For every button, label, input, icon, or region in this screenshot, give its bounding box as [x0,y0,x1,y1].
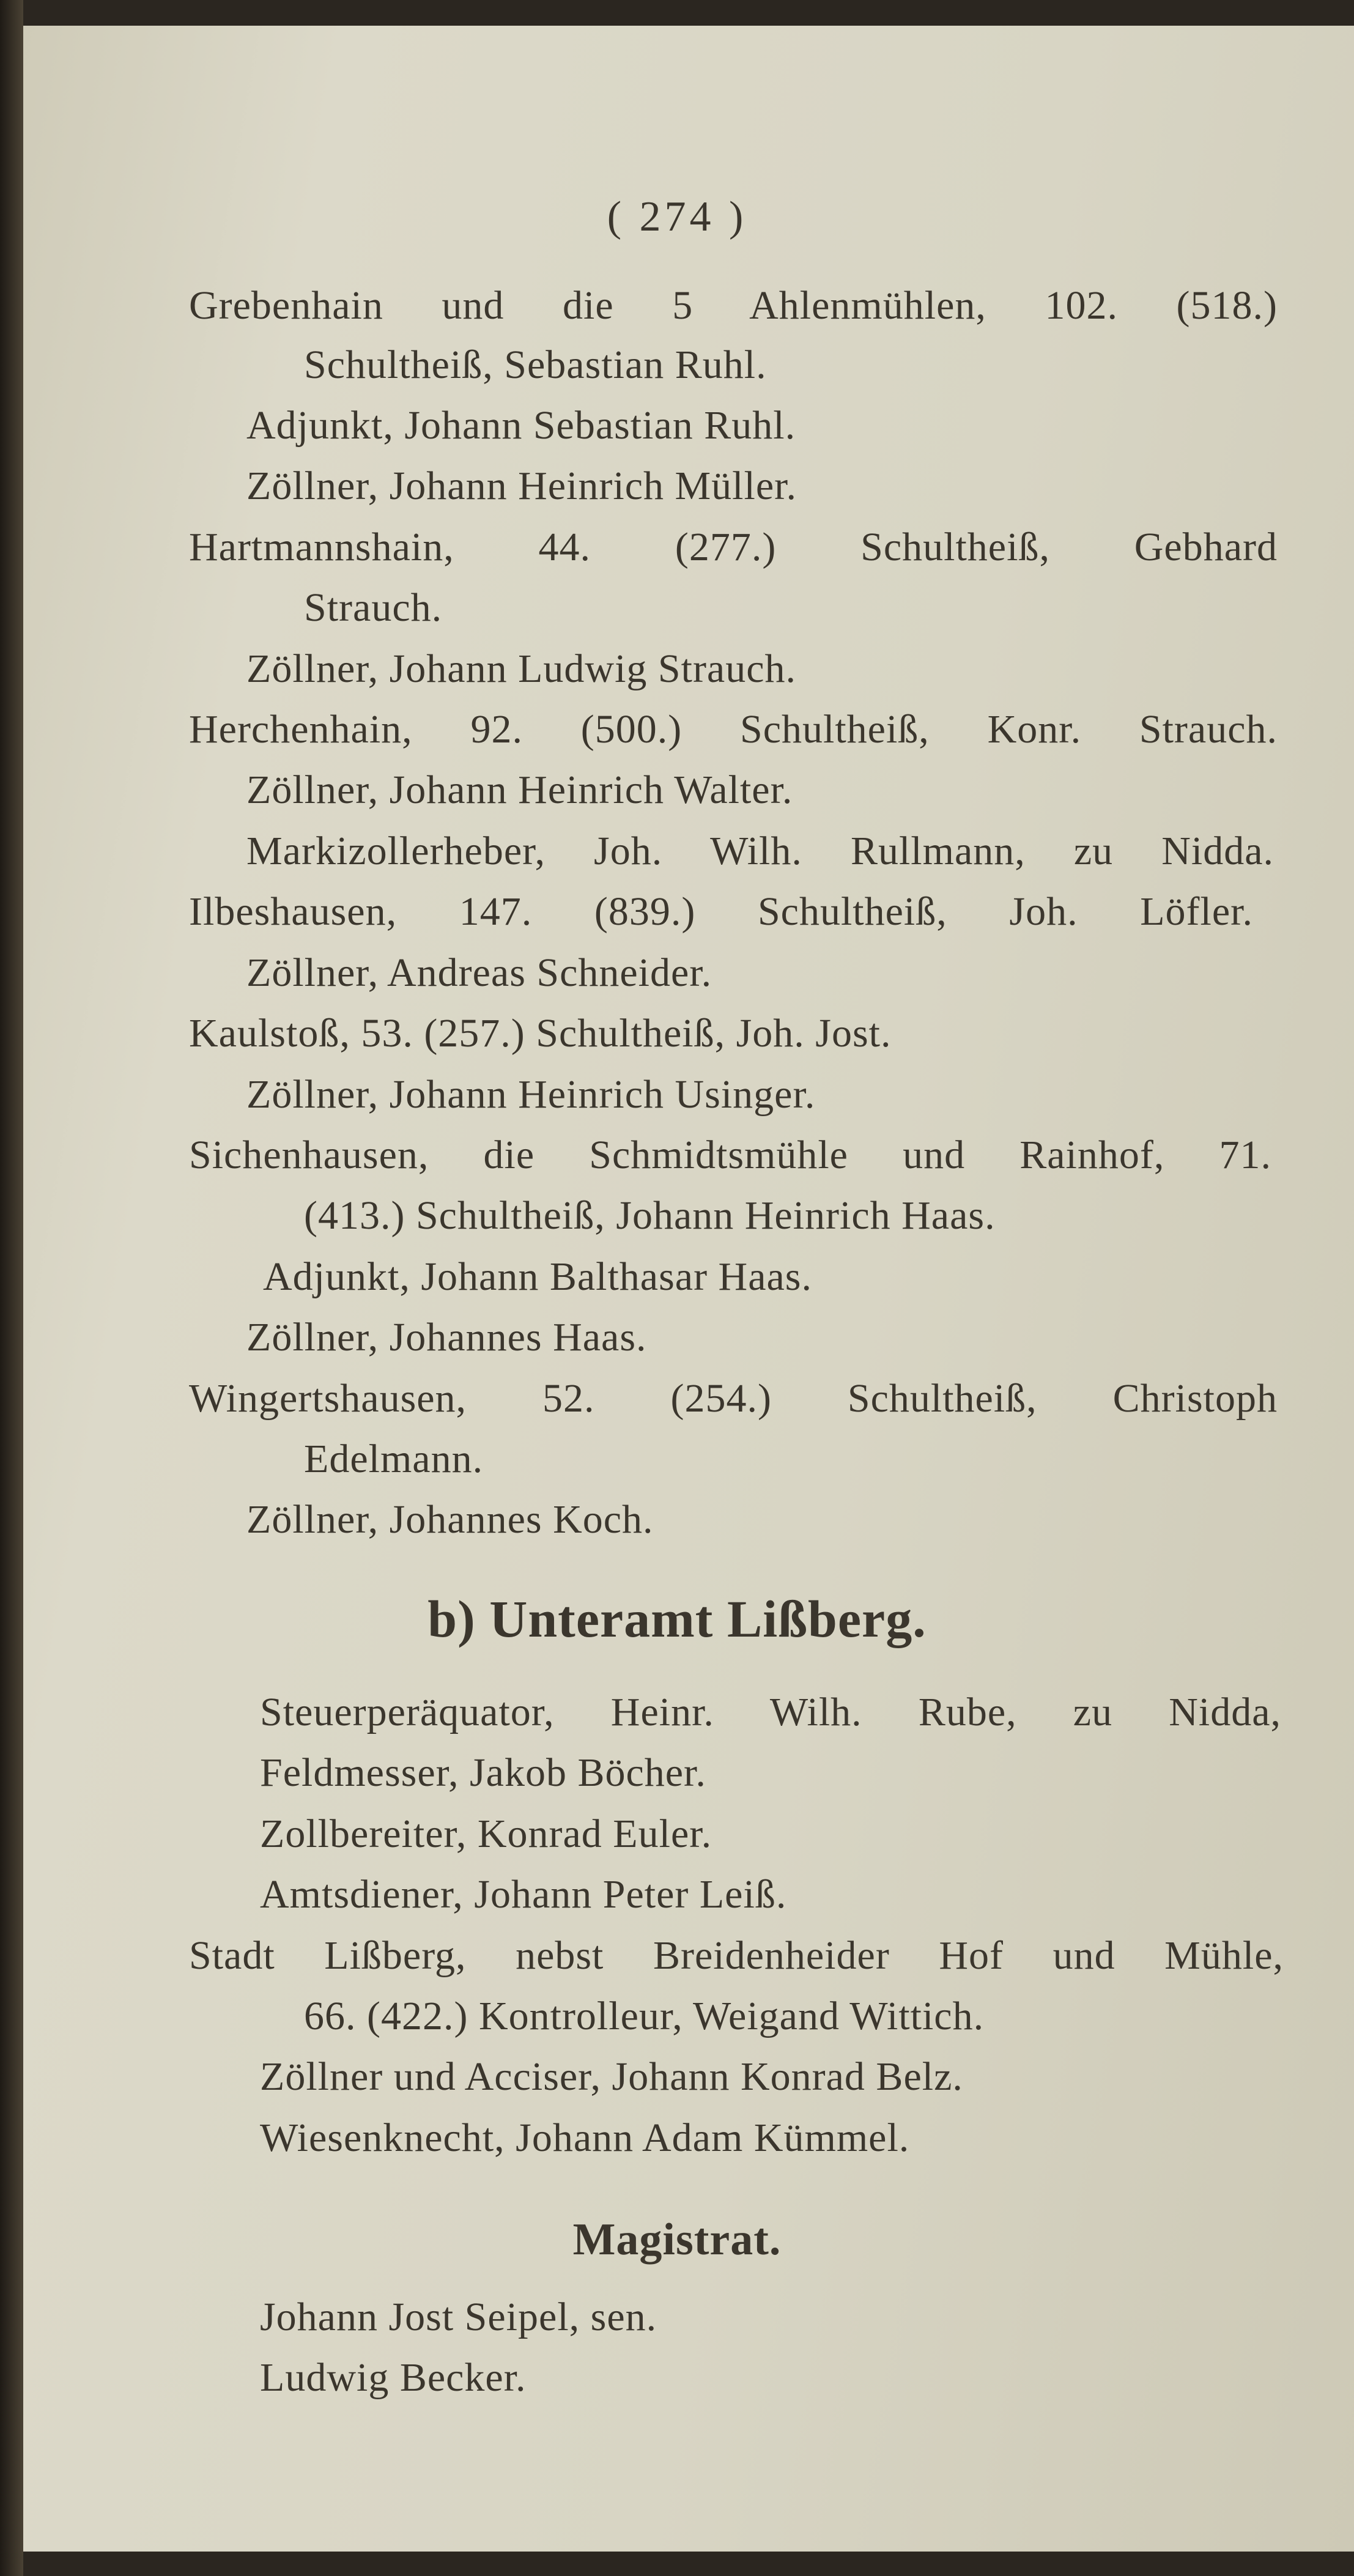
entry-line: Edelmann. [304,1437,484,1481]
entry-line: Adjunkt, Johann Balthasar Haas. [263,1254,812,1299]
entry-line: Kaulstoß, 53. (257.) Schultheiß, Joh. Jost. [189,1011,892,1056]
entry-line: Schultheiß, Sebastian Ruhl. [304,342,767,387]
entry-line: Zöllner, Johann Ludwig Strauch. [246,646,797,691]
book-spine-edge [0,0,23,2576]
entry-line: Adjunkt, Johann Sebastian Ruhl. [246,403,796,448]
entry-line: Wingertshausen, 52. (254.) Schultheiß, Christoph [189,1376,1278,1421]
entry-line: Zöllner, Johannes Koch. [246,1497,654,1542]
page-number: ( 274 ) [607,193,747,240]
entry-line: Zöllner, Johann Heinrich Usinger. [246,1072,816,1117]
section-entry-line: 66. (422.) Kontrolleur, Weigand Wittich. [304,1994,985,2038]
section-entry-line: Amtsdiener, Johann Peter Leiß. [260,1872,787,1917]
entry-line: Zöllner, Johannes Haas. [246,1315,647,1360]
subsection-entry-line: Ludwig Becker. [260,2355,527,2400]
entry-line: Strauch. [304,585,443,630]
entry-line: Sichenhausen, die Schmidtsmühle und Rainhof, 71. [189,1133,1271,1177]
entry-line: Hartmannshain, 44. (277.) Schultheiß, Gebhard [189,525,1278,569]
section-entry-line: Feldmesser, Jakob Böcher. [260,1750,706,1795]
entry-line: Ilbeshausen, 147. (839.) Schultheiß, Joh. Löfler. [189,889,1253,934]
section-entry-line: Wiesenknecht, Johann Adam Kümmel. [260,2115,910,2160]
entry-line: Zöllner, Johann Heinrich Walter. [246,768,793,812]
section-heading: b) Unteramt Lißberg. [427,1590,927,1648]
subsection-heading: Magistrat. [572,2215,782,2265]
entry-line: Grebenhain und die 5 Ahlenmühlen, 102. (518.) [189,283,1278,328]
entry-line: Zöllner, Johann Heinrich Müller. [246,464,797,508]
entry-line: Herchenhain, 92. (500.) Schultheiß, Konr. Strauch. [189,707,1278,752]
entry-line: (413.) Schultheiß, Johann Heinrich Haas. [304,1193,996,1238]
entry-line: Markizollerheber, Joh. Wilh. Rullmann, zu Nidda. [246,829,1274,873]
section-entry-line: Zollbereiter, Konrad Euler. [260,1812,712,1856]
subsection-entry-line: Johann Jost Seipel, sen. [260,2295,657,2339]
section-entry-line: Steuerperäquator, Heinr. Wilh. Rube, zu Nidda, [260,1690,1281,1734]
section-entry-line: Zöllner und Acciser, Johann Konrad Belz. [260,2054,963,2099]
entry-line: Zöllner, Andreas Schneider. [246,950,712,995]
section-entry-line: Stadt Lißberg, nebst Breidenheider Hof und Mühle, [189,1933,1284,1978]
